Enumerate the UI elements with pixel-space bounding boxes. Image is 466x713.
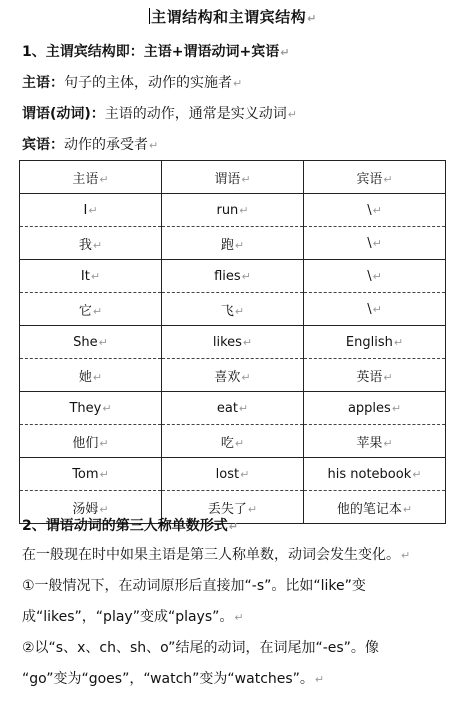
table-cell: It↵ <box>20 260 162 293</box>
table-row <box>20 359 446 392</box>
intro-paragraph: 在一般现在时中如果主语是第三人称单数，动词会发生变化。↵ <box>22 547 411 563</box>
definition-predicate: 谓语(动词)：主语的动作，通常是实义动词↵ <box>22 106 298 122</box>
table-cell: \↵ <box>304 293 446 326</box>
table-row <box>20 458 446 491</box>
table-cell: I↵ <box>20 194 162 227</box>
paragraph-mark: ↵ <box>234 611 244 624</box>
table-cell: 苹果↵ <box>304 425 446 458</box>
text-cursor <box>149 8 150 24</box>
table-row <box>20 326 446 359</box>
table-cell: \↵ <box>304 227 446 260</box>
definition-object: 宾语：动作的承受者↵ <box>22 137 159 153</box>
paragraph-mark: ↵ <box>307 12 317 25</box>
table-cell: run↵ <box>162 194 304 227</box>
table-header-row <box>20 161 446 194</box>
table-cell: likes↵ <box>162 326 304 359</box>
table-cell: 英语↵ <box>304 359 446 392</box>
table-cell: Tom↵ <box>20 458 162 491</box>
table-cell: 飞↵ <box>162 293 304 326</box>
rule1-paragraph: ①一般情况下，在动词原形后直接加“-s”。比如“like”变 成“likes”，“play”变成“plays”。↵ <box>22 578 366 625</box>
table-row <box>20 194 446 227</box>
rule2-paragraph: ②以“s、x、ch、sh、o”结尾的动词，在词尾加“-es”。像 “go”变为“goes”，“watch”变为“watches”。↵ <box>22 640 379 687</box>
section2-heading: 2、谓语动词的第三人称单数形式↵ <box>22 518 238 534</box>
table-header-cell: 宾语↵ <box>304 161 446 194</box>
paragraph-mark: ↵ <box>280 46 290 59</box>
table-cell: 跑↵ <box>162 227 304 260</box>
table-cell: 它↵ <box>20 293 162 326</box>
table-cell: 汤姆↵ <box>20 491 162 524</box>
table-cell: apples↵ <box>304 392 446 425</box>
table-cell: She↵ <box>20 326 162 359</box>
document-title: 主谓结构和主谓宾结构↵ <box>151 8 317 26</box>
table-header-cell: 谓语↵ <box>162 161 304 194</box>
table-row <box>20 392 446 425</box>
definition-subject: 主语：句子的主体，动作的实施者↵ <box>22 75 243 91</box>
table-header-cell: 主语↵ <box>20 161 162 194</box>
paragraph-mark: ↵ <box>228 520 238 533</box>
table-cell: They↵ <box>20 392 162 425</box>
paragraph-mark: ↵ <box>401 549 411 562</box>
paragraph-mark: ↵ <box>287 108 298 121</box>
table-cell: 喜欢↵ <box>162 359 304 392</box>
table-cell: \↵ <box>304 260 446 293</box>
table-cell: lost↵ <box>162 458 304 491</box>
paragraph-mark: ↵ <box>233 77 243 90</box>
svo-table <box>19 160 446 524</box>
table-cell: 他们↵ <box>20 425 162 458</box>
table-cell: 她↵ <box>20 359 162 392</box>
table-row <box>20 227 446 260</box>
table-cell: his notebook↵ <box>304 458 446 491</box>
table-row <box>20 425 446 458</box>
paragraph-mark: ↵ <box>314 673 325 686</box>
table-row <box>20 260 446 293</box>
table-row <box>20 293 446 326</box>
paragraph-mark: ↵ <box>149 139 159 152</box>
section1-heading: 1、主谓宾结构即：主语+谓语动词+宾语↵ <box>22 44 290 60</box>
table-cell: \↵ <box>304 194 446 227</box>
table-cell: eat↵ <box>162 392 304 425</box>
table-cell: flies↵ <box>162 260 304 293</box>
table-cell: 丢失了↵ <box>162 491 304 524</box>
table-cell: English↵ <box>304 326 446 359</box>
table-cell: 吃↵ <box>162 425 304 458</box>
table-cell: 我↵ <box>20 227 162 260</box>
table-cell: 他的笔记本↵ <box>304 491 446 524</box>
